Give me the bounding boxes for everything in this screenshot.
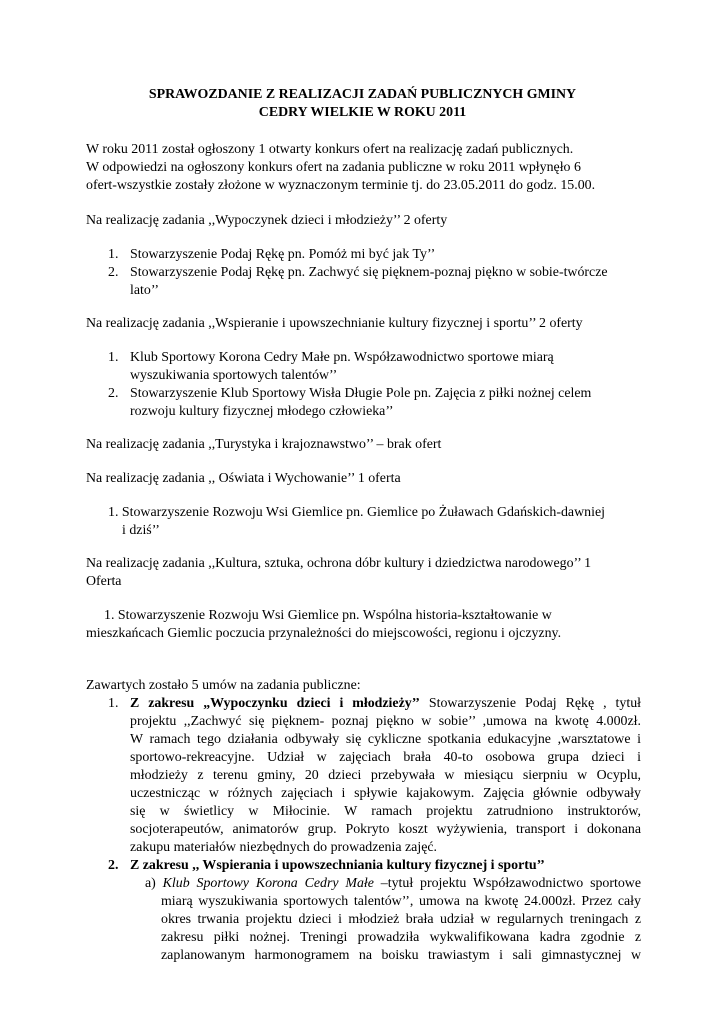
section-2-heading: Na realizację zadania ,,Wspieranie i upowszechnianie kultury fizycznej i sportu’’ 2 oferty [86, 316, 583, 331]
section-5-item-1-text-cont: mieszkańcach Giemlic poczucia przynależności do miejscowości, regionu i ojczyzny. [86, 626, 562, 641]
section-5-item-1-text: 1. Stowarzyszenie Rozwoju Wsi Giemlice pn. Wspólna historia-kształtowanie w [104, 608, 552, 623]
section-2-item-1-text: Klub Sportowy Korona Cedry Małe pn. Współzawodnictwo sportowe miarą [130, 350, 554, 365]
section-2-item-1-number: 1. [108, 350, 119, 365]
contract-1-line-9: zakupu materiałów niezbędnych do prowadzenia zajęć. [130, 840, 437, 855]
contract-2a-line-2: miarą wyszukiwania sportowych talentów’’, umowa na kwotę 24.000zł. Przez cały [161, 894, 641, 909]
contract-1-bold-lead: Z zakresu „Wypoczynku dzieci i młodzieży’’ [130, 696, 420, 711]
section-1-heading: Na realizację zadania ,,Wypoczynek dzieci i młodzieży’’ 2 oferty [86, 213, 448, 228]
section-2-item-1-text-cont: wyszukiwania sportowych talentów’’ [130, 368, 338, 383]
contract-1-line-5: młodzieży z terenu gminy, 20 dzieci przebywała w miesiącu sierpniu w Ocyplu, [130, 768, 641, 783]
contract-2a-lead-rest: –tytuł projektu Współzawodnictwo sportowe [373, 876, 642, 891]
contract-1-line-2: projektu ,,Zachwyć się pięknem- poznaj piękno w sobie’’ ,umowa na kwotę 4.000zł. [130, 714, 641, 729]
contract-1-line-6: uczestnicząc w różnych zajęciach i spływie kajakowym. Zajęcia głównie odbywały [130, 786, 641, 801]
section-2-item-2-text-cont: rozwoju kultury fizycznej młodego człowieka’’ [130, 404, 394, 419]
section-5-heading-cont: Oferta [86, 574, 122, 589]
contract-2a-line-4: zakresu piłki nożnej. Treningi prowadziła wykwalifikowana kadra zgodnie z [161, 930, 641, 945]
contract-1-lead-rest: Stowarzyszenie Podaj Rękę , tytuł [419, 696, 642, 711]
section-2-item-2-number: 2. [108, 386, 119, 401]
contract-1-line-4: sportowo-rekreacyjne. Udział w zajęciach brała 40-to osobowa grupa dzieci i [130, 750, 641, 765]
section-1-item-1-text: Stowarzyszenie Podaj Rękę pn. Pomóż mi być jak Ty’’ [130, 247, 436, 262]
contract-1-line-7: się w świetlicy w Miłocinie. W ramach projektu zatrudniono instruktorów, [130, 804, 641, 819]
section-4-item-1-text: 1. Stowarzyszenie Rozwoju Wsi Giemlice pn. Giemlice po Żuławach Gdańskich-dawniej [108, 505, 605, 520]
section-1-item-2-text: Stowarzyszenie Podaj Rękę pn. Zachwyć się pięknem-poznaj piękno w sobie-twórcze [130, 265, 608, 280]
section-2-item-2-text: Stowarzyszenie Klub Sportowy Wisła Długie Pole pn. Zajęcia z piłki nożnej celem [130, 386, 592, 401]
section-4-heading: Na realizację zadania ,, Oświata i Wychowanie’’ 1 oferta [86, 471, 401, 486]
section-1-item-2-text-cont: lato’’ [130, 283, 160, 298]
intro-line-2: W odpowiedzi na ogłoszony konkurs ofert na zadania publiczne w roku 2011 wpłynęło 6 [86, 160, 581, 175]
contract-2a-prefix: a) [145, 876, 163, 891]
contract-1-line-3: W ramach tego działania odbywały się cykliczne spotkania edukacyjne ,warsztatowe i [130, 732, 641, 747]
intro-line-3: ofert-wszystkie zostały złożone w wyznaczonym terminie tj. do 23.05.2011 do godz. 15.00. [86, 178, 596, 193]
contract-2-heading: Z zakresu ,, Wspierania i upowszechniania kultury fizycznej i sportu’’ [130, 858, 545, 873]
contract-1-line-1 [130, 695, 641, 713]
section-1-item-1-number: 1. [108, 247, 119, 262]
contract-2a-line-5: zaplanowanym harmonogramem na boisku trawiastym i sali gimnastycznej w [161, 948, 641, 963]
section-4-item-1-text-cont: i dziś’’ [122, 523, 160, 538]
document-title-line-1: SPRAWOZDANIE Z REALIZACJI ZADAŃ PUBLICZNYCH GMINY [148, 87, 577, 102]
contract-2a-line-3: okres trwania projektu dzieci i młodzież brała udział w regularnych treningach z [161, 912, 641, 927]
contract-2a-line-1 [145, 875, 641, 893]
section-5-heading: Na realizację zadania ,,Kultura, sztuka, ochrona dóbr kultury i dziedzictwa narodowego’’ 1 [86, 556, 592, 571]
contracts-heading: Zawartych zostało 5 umów na zadania publiczne: [86, 678, 361, 693]
document-title-line-2: CEDRY WIELKIE W ROKU 2011 [258, 105, 467, 120]
contract-1-line-8: socjoterapeutów, animatorów grup. Pokryto koszt wyżywienia, transport i dokonana [130, 822, 641, 837]
intro-line-1: W roku 2011 został ogłoszony 1 otwarty konkurs ofert na realizację zadań publicznych. [86, 142, 574, 157]
contract-2a-organization: Klub Sportowy Korona Cedry Małe [162, 876, 374, 891]
section-3-heading: Na realizację zadania ,,Turystyka i krajoznawstwo’’ – brak ofert [86, 437, 442, 452]
contract-2-number: 2. [108, 858, 119, 873]
contract-1-number: 1. [108, 696, 119, 711]
section-1-item-2-number: 2. [108, 265, 119, 280]
